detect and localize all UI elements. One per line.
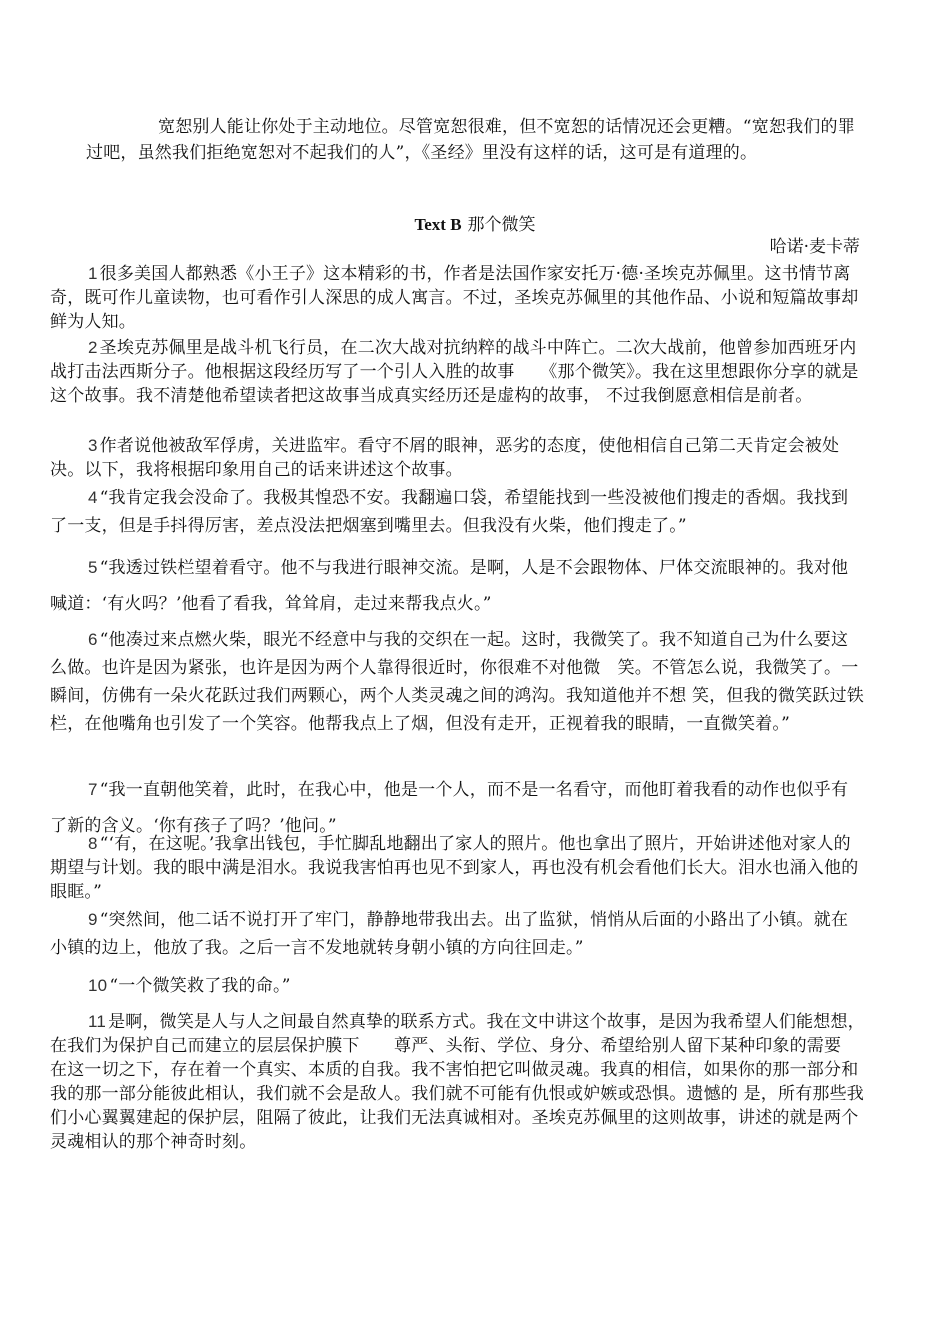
- paragraph-8: [50, 832, 865, 904]
- paragraph-10: [50, 974, 865, 998]
- paragraph-2: [50, 336, 865, 408]
- paragraph-6: [50, 626, 865, 738]
- paragraph-number: 9: [88, 910, 98, 929]
- paragraph-text: “他凑过来点燃火柴，眼光不经意中与我的交织在一起。这时，我微笑了。我不知道自己为什么要这么做。也许是因为紧张，也许是因为两个人靠得很近时，你很难不对他微 笑。不管怎么说，我微笑了。一瞬间，仿佛有一朵火花跃过我们两颗心，两个人类灵魂之间的鸿沟。我知道他并不想 笑，但我的微笑跃过铁栏，在他嘴角也引发了一个笑容。他帮我点上了烟，但没有走开，正视着我的眼睛，一直微笑着。”: [50, 630, 865, 734]
- paragraph-text: 圣埃克苏佩里是战斗机飞行员，在二次大战对抗纳粹的战斗中阵亡。二次大战前，他曾参加西班牙内战打击法西斯分子。他根据这段经历写了一个引人入胜的故事 《那个微笑》。我在这里想跟你分享的就是这个故事。我不清楚他希望读者把这故事当成真实经历还是虚构的故事， 不过我倒愿意相信是前者。: [50, 338, 859, 406]
- paragraph-number: 10: [88, 976, 108, 995]
- paragraph-11: [50, 1010, 876, 1154]
- paragraph-text: “突然间，他二话不说打开了牢门，静静地带我出去。出了监狱，悄悄从后面的小路出了小镇。就在小镇的边上，他放了我。之后一言不发地就转身朝小镇的方向往回走。”: [50, 910, 849, 958]
- paragraph-5: [50, 550, 865, 622]
- paragraph-number: 2: [88, 338, 98, 357]
- paragraph-number: 5: [88, 558, 98, 577]
- paragraph-text: “‘有，在这呢。’我拿出钱包，手忙脚乱地翻出了家人的照片。他也拿出了照片，开始讲述他对家人的期望与计划。我的眼中满是泪水。我说我害怕再也见不到家人，再也没有机会看他们长大。泪水也涌入他的眼眶。”: [50, 834, 859, 902]
- author-name: 哈诺·麦卡蒂: [769, 237, 860, 257]
- paragraph-number: 3: [88, 436, 98, 455]
- paragraph-3: [50, 434, 865, 482]
- paragraph-text: “我一直朝他笑着，此时，在我心中，他是一个人，而不是一名看守，而他盯着我看的动作也似乎有了新的含义。‘你有孩子了吗？’他问。”: [50, 780, 849, 836]
- paragraph-1: [50, 262, 865, 334]
- section-label: Text B: [414, 215, 462, 234]
- paragraph-4: [50, 484, 865, 540]
- paragraph-9: [50, 906, 865, 962]
- paragraph-text: 是啊，微笑是人与人之间最自然真挚的联系方式。我在文中讲这个故事，是因为我希望人们能想想，在我们为保护自己而建立的层层保护膜下 尊严、头衔、学位、身分、希望给别人留下某种印象的需要 在这一切之下，存在着一个真实、本质的自我。我不害怕把它叫做灵魂。我真的相信，如果你的那一部分和我的那一部分能彼此相认，我们就不会是敌人。我们就不可能有仇恨或妒嫉或恐惧。遗憾的 是，所有那些我们小心翼翼建起的保护层，阻隔了彼此，让我们无法真诚相对。圣埃克苏佩里的这则故事，讲述的就是两个灵魂相认的那个神奇时刻。: [50, 1012, 876, 1152]
- section-title: [0, 214, 950, 236]
- paragraph-text: “我透过铁栏望着看守。他不与我进行眼神交流。是啊，人是不会跟物体、尸体交流眼神的。我对他喊道：‘有火吗？’他看了看我，耸耸肩，走过来帮我点火。”: [50, 558, 849, 614]
- paragraph-text: 作者说他被敌军俘虏，关进监牢。看守不屑的眼神，恶劣的态度，使他相信自己第二天肯定会被处决。以下，我将根据印象用自己的话来讲述这个故事。: [50, 436, 840, 480]
- paragraph-number: 7: [88, 780, 98, 799]
- paragraph-text: “我肯定我会没命了。我极其惶恐不安。我翻遍口袋，希望能找到一些没被他们搜走的香烟。我找到了一支，但是手抖得厉害，差点没法把烟塞到嘴里去。但我没有火柴，他们搜走了。”: [50, 488, 849, 536]
- section-title-text: 那个微笑: [467, 215, 536, 235]
- paragraph-number: 11: [88, 1012, 107, 1031]
- paragraph-number: 6: [88, 630, 98, 649]
- paragraph-number: 8: [88, 834, 98, 853]
- paragraph-text: “一个微笑救了我的命。”: [109, 976, 291, 996]
- paragraph-number: 1: [88, 264, 98, 283]
- paragraph-text: 很多美国人都熟悉《小王子》这本精彩的书，作者是法国作家安托万·德·圣埃克苏佩里。这书情节离奇，既可作儿童读物，也可看作引人深思的成人寓言。不过，圣埃克苏佩里的其他作品、小说和短篇故事却鲜为人知。: [50, 264, 859, 332]
- intro-paragraph: 宽恕别人能让你处于主动地位。尽管宽恕很难，但不宽恕的话情况还会更糟。“宽恕我们的罪过吧，虽然我们拒绝宽恕对不起我们的人”，《圣经》里没有这样的话，这可是有道理的。: [86, 117, 855, 163]
- paragraph-number: 4: [88, 488, 98, 507]
